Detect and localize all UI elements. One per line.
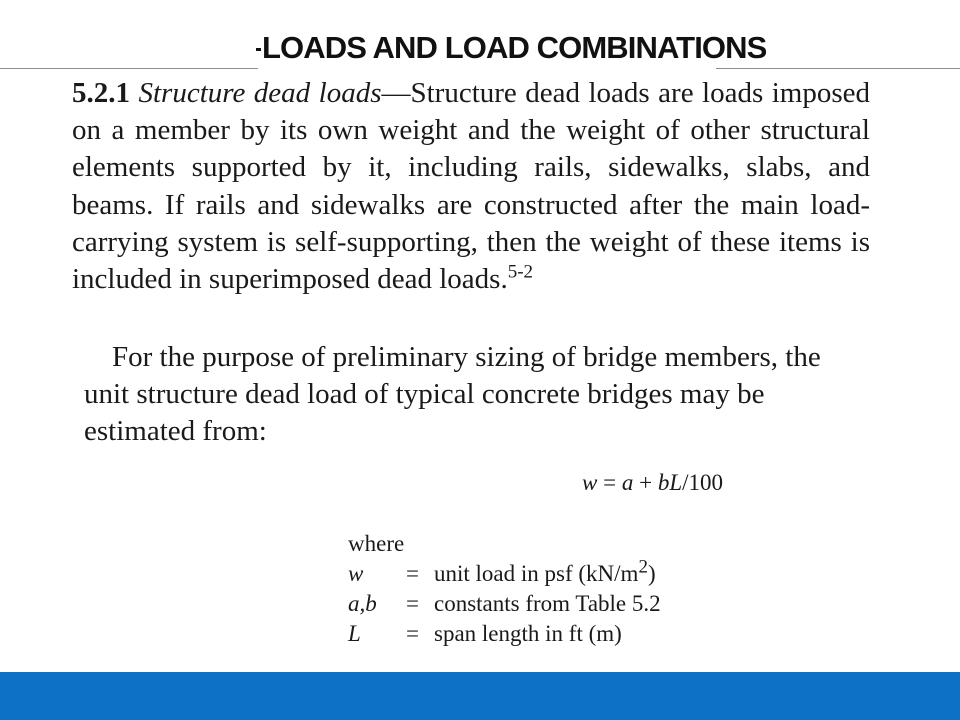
unit-exponent: 2 <box>638 556 648 578</box>
section-dash: — <box>381 77 411 109</box>
section-title: Structure dead loads <box>138 77 382 109</box>
definition-symbol: a,b <box>348 591 377 616</box>
section-number: 5.2.1 <box>72 77 130 109</box>
reference-superscript: 5-2 <box>507 261 534 283</box>
definition-text-end: ) <box>647 561 656 586</box>
formula-w: w <box>582 470 598 495</box>
definition-description: span length in ft (m) <box>434 621 622 646</box>
definition-text: unit load in psf (kN/m <box>434 561 639 586</box>
definitions-table <box>348 556 661 649</box>
formula-a: a <box>621 470 634 495</box>
header-rule-left <box>0 68 258 69</box>
definition-equals: = <box>406 621 419 646</box>
page-title-text: LOADS AND LOAD COMBINATIONS <box>262 30 767 65</box>
page-title <box>256 30 766 66</box>
section-paragraph <box>72 75 870 298</box>
variable-definitions <box>348 529 661 649</box>
title-dash <box>256 48 261 51</box>
footer-bar <box>0 672 960 720</box>
definition-row <box>348 559 661 589</box>
section-body: Structure dead loads are loads imposed on a member by its own weight and the weight of other structural elements supported by it, including rails, sidewalks, slabs, and beams. If rails and sidewalks are constructed after the main load-carrying system is self-supporting, then the weight of these items is included in superimposed dead loads. <box>72 77 870 296</box>
definition-equals: = <box>406 591 419 616</box>
formula-tail: /100 <box>682 470 723 495</box>
formula-bl: bL <box>657 470 683 495</box>
where-label: where <box>348 531 405 556</box>
definition-symbol: L <box>348 621 361 646</box>
definition-row <box>348 619 661 649</box>
definition-symbol: w <box>348 561 364 586</box>
formula-plus: + <box>633 470 658 495</box>
definition-description <box>434 556 661 589</box>
preliminary-sizing-paragraph: For the purpose of preliminary sizing of bridge members, the unit structure dead load of typical concrete bridges may be estimated from: <box>84 341 821 448</box>
formula-equals: = <box>597 470 622 495</box>
definition-description: constants from Table 5.2 <box>434 591 661 616</box>
definition-equals: = <box>406 561 419 586</box>
dead-load-formula <box>582 470 723 496</box>
header-rule-right <box>716 68 960 69</box>
definition-row <box>348 589 661 619</box>
